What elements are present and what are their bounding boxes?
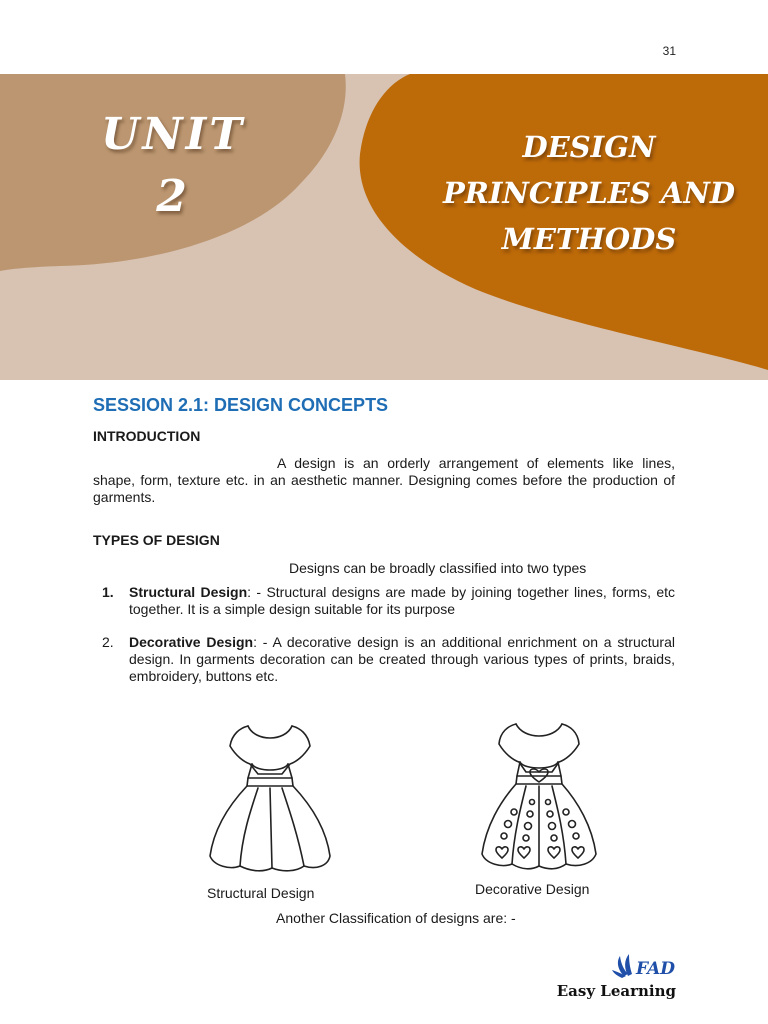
list-item <box>93 584 675 618</box>
unit-banner <box>0 74 768 380</box>
unit-heading-line: DESIGN <box>522 130 656 164</box>
unit-heading-line: PRINCIPLES AND <box>442 176 736 210</box>
list-item-term: Decorative Design <box>129 634 254 650</box>
unit-heading-line: METHODS <box>501 222 677 256</box>
introduction-text: A design is an orderly arrangement of elements like lines, shape, form, texture etc. in an aesthetic manner. Designing comes before the production of garments. <box>93 455 675 505</box>
types-of-design-heading: TYPES OF DESIGN <box>93 532 220 548</box>
structural-dress-illustration <box>200 716 340 882</box>
unit-label: UNIT <box>101 109 245 160</box>
structural-design-label: Structural Design <box>207 885 315 901</box>
page-number: 31 <box>662 44 676 58</box>
list-item-term: Structural Design <box>129 584 248 600</box>
unit-number <box>88 104 258 228</box>
list-item-number: 2. <box>102 634 114 650</box>
fad-logo-text: FAD <box>636 959 676 979</box>
types-of-design-intro: Designs can be broadly classified into two types <box>289 560 587 576</box>
fad-logo-icon <box>612 952 678 982</box>
session-title: SESSION 2.1: DESIGN CONCEPTS <box>93 395 389 415</box>
another-classification-text: Another Classification of designs are: - <box>276 910 516 926</box>
list-item-number: 1. <box>102 584 114 600</box>
list-item-text: : - A decorative design is an additional enrichment on a structural design. In garments decoration can be created through various types of prints, braids, embroidery, buttons etc. <box>129 634 675 684</box>
decorative-design-label: Decorative Design <box>475 881 590 897</box>
design-types-list <box>93 584 675 685</box>
list-item-text: : - Structural designs are made by joining together lines, forms, etc together. It is a simple design suitable for its purpose <box>129 584 675 617</box>
introduction-heading: INTRODUCTION <box>93 428 201 444</box>
unit-heading <box>400 124 768 262</box>
list-item <box>93 634 675 685</box>
decorative-dress-illustration <box>474 714 604 880</box>
brand-tagline: Easy Learning <box>556 982 676 1000</box>
unit-number-value: 2 <box>156 171 190 222</box>
